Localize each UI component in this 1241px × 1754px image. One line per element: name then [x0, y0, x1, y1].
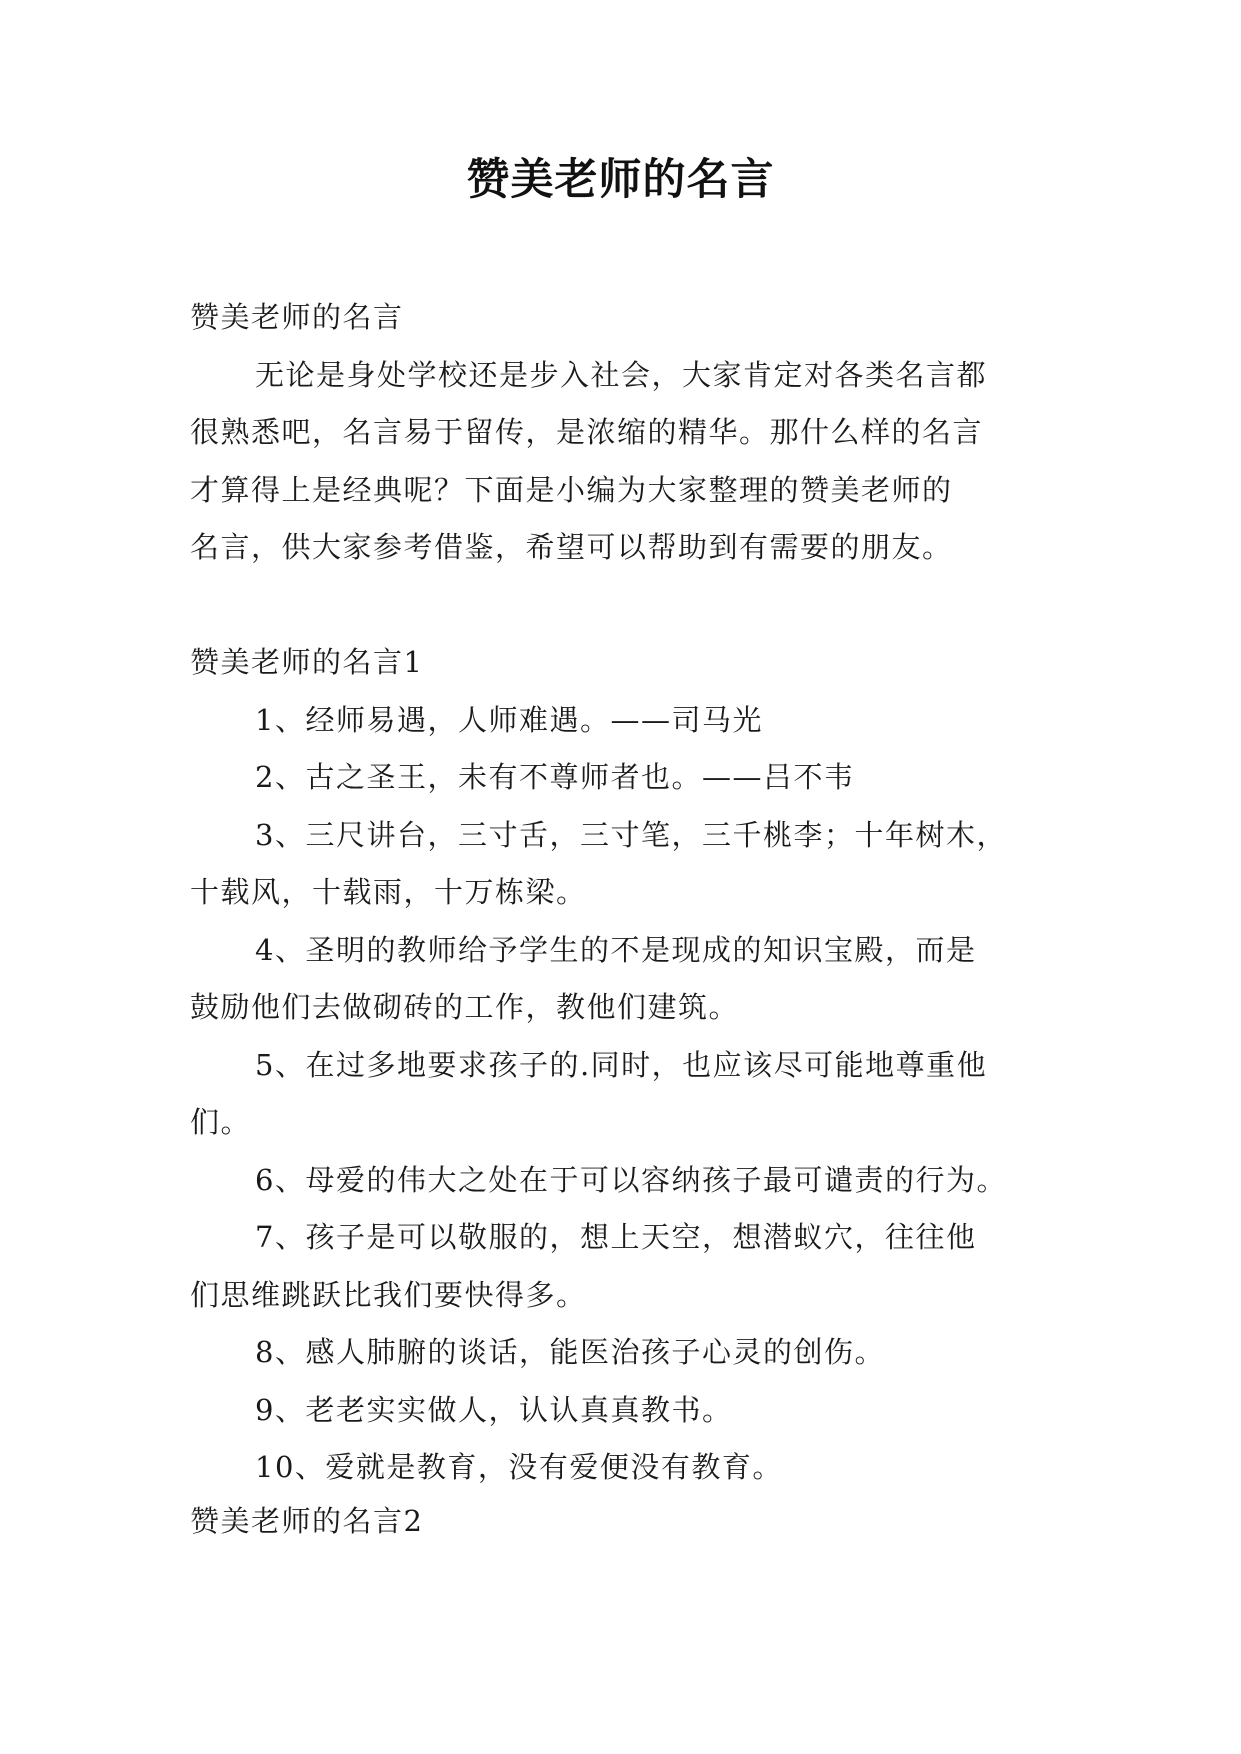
quote-line: 9、老老实实做人，认认真真教书。 [255, 1392, 733, 1427]
quote-line: 3、三尺讲台，三寸舌，三寸笔，三千桃李；十年树木， [255, 817, 1007, 852]
intro-line: 才算得上是经典呢？下面是小编为大家整理的赞美老师的 [190, 472, 953, 507]
section-heading-1: 赞美老师的名言1 [190, 645, 424, 679]
intro-paragraph [190, 347, 1060, 577]
quote-item [190, 1382, 1060, 1440]
intro-line: 名言，供大家参考借鉴，希望可以帮助到有需要的朋友。 [190, 530, 953, 564]
quote-line: 们。 [190, 1105, 252, 1139]
quote-item [190, 1209, 1060, 1324]
document-body [190, 289, 1060, 1550]
quote-line: 5、在过多地要求孩子的.同时，也应该尽可能地尊重他 [255, 1047, 988, 1082]
quote-line: 鼓励他们去做砌砖的工作，教他们建筑。 [190, 990, 740, 1024]
quote-line: 7、孩子是可以敬服的，想上天空，想潜蚁穴，往往他 [255, 1220, 977, 1254]
quote-item [190, 692, 1060, 750]
quote-item [190, 1037, 1060, 1152]
quote-line: 们思维跳跃比我们要快得多。 [190, 1277, 587, 1312]
quote-item [190, 1152, 1060, 1210]
intro-line: 无论是身处学校还是步入社会，大家肯定对各类名言都 [255, 357, 988, 392]
quote-line: 十载风，十载雨，十万栋梁。 [190, 875, 587, 909]
quote-line: 4、圣明的教师给予学生的不是现成的知识宝殿，而是 [255, 932, 977, 967]
intro-heading: 赞美老师的名言 [190, 300, 404, 334]
quote-line: 2、古之圣王，未有不尊师者也。——吕不韦 [255, 760, 855, 794]
paragraph-gap [190, 577, 1060, 635]
quote-item [190, 1439, 1060, 1497]
intro-line: 很熟悉吧，名言易于留传，是浓缩的精华。那什么样的名言 [190, 415, 984, 449]
quote-item [190, 1324, 1060, 1382]
quote-line: 10、爱就是教育，没有爱便没有教育。 [255, 1450, 783, 1484]
section-heading-2: 赞美老师的名言2 [190, 1503, 424, 1538]
quote-item [190, 807, 1060, 922]
quote-line: 6、母爱的伟大之处在于可以容纳孩子最可谴责的行为。 [255, 1162, 1007, 1197]
quote-line: 8、感人肺腑的谈话，能医治孩子心灵的创伤。 [255, 1335, 885, 1369]
quote-list [190, 692, 1060, 1497]
quote-item [190, 922, 1060, 1037]
page-title: 赞美老师的名言 [466, 155, 775, 205]
quote-line: 1、经师易遇，人师难遇。——司马光 [255, 702, 763, 737]
quote-item [190, 749, 1060, 807]
